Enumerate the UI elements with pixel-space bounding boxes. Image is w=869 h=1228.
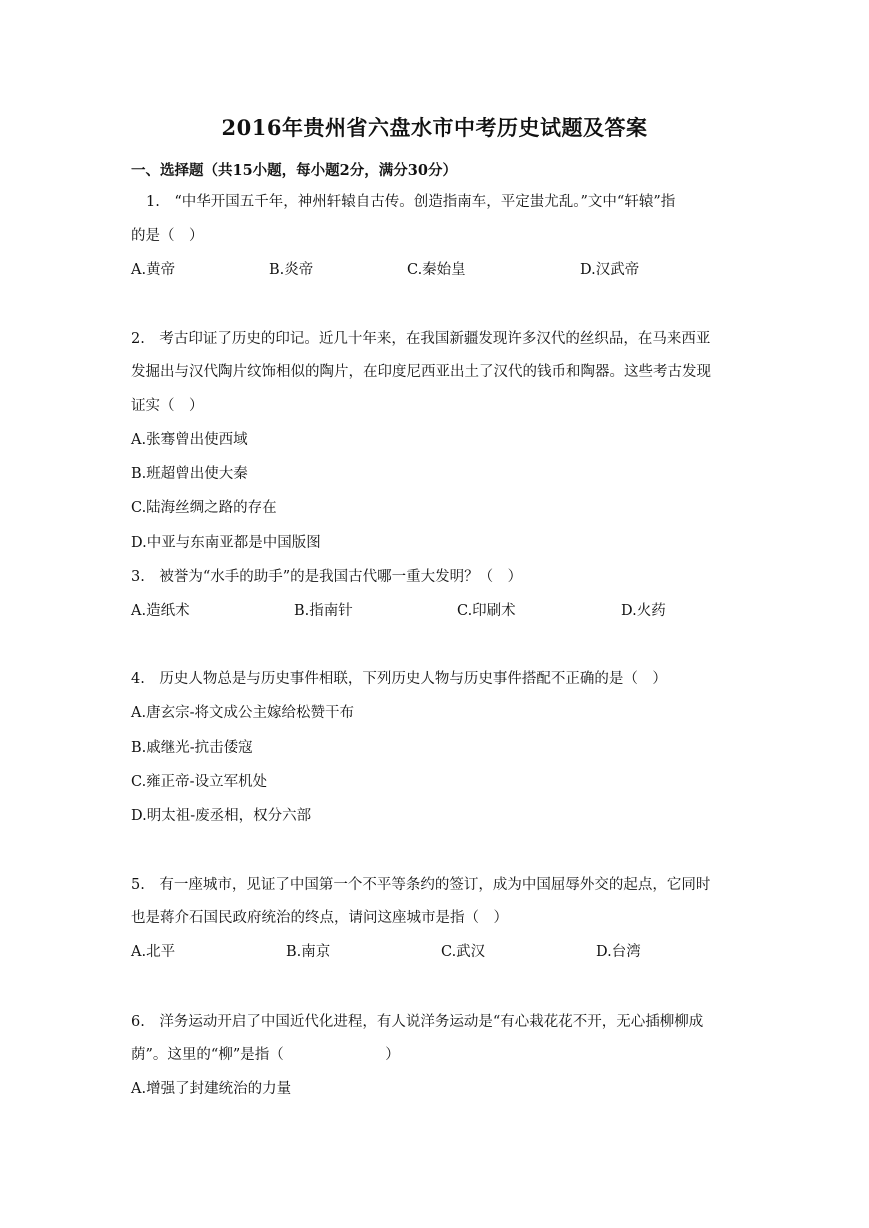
question-3-option-c: C.印刷术 xyxy=(457,603,516,619)
question-5-option-a: A.北平 xyxy=(131,944,176,960)
question-2-option-b: B.班超曾出使大秦 xyxy=(131,466,248,482)
question-3-line-1: 3. 被誉为“水手的助手”的是我国古代哪一重大发明？（ ） xyxy=(131,569,523,585)
question-4-option-d: D.明太祖-废丞相，权分六部 xyxy=(131,808,312,824)
question-4-line-1: 4. 历史人物总是与历史事件相联，下列历史人物与历史事件搭配不正确的是（ ） xyxy=(131,671,667,687)
question-2-line-2: 发掘出与汉代陶片纹饰相似的陶片，在印度尼西亚出土了汉代的钱币和陶器。这些考古发现 xyxy=(131,364,711,380)
question-4-option-b: B.戚继光-抗击倭寇 xyxy=(131,740,253,756)
question-1-option-b: B.炎帝 xyxy=(269,262,314,278)
question-6-option-a: A.增强了封建统治的力量 xyxy=(131,1081,292,1097)
question-3-option-d: D.火药 xyxy=(621,603,666,619)
question-5-line-1: 5. 有一座城市，见证了中国第一个不平等条约的签订，成为中国屈辱外交的起点，它同时 xyxy=(131,877,711,893)
section-heading: 一、选择题（共15小题，每小题2分，满分30分） xyxy=(131,162,457,179)
question-4-option-a: A.唐玄宗-将文成公主嫁给松赞干布 xyxy=(131,705,354,721)
question-1-option-a: A.黄帝 xyxy=(131,262,176,278)
question-1-line-1: 1. “中华开国五千年，神州轩辕自古传。创造指南车，平定蚩尤乱。”文中“轩辕”指 xyxy=(146,194,676,210)
question-1-option-d: D.汉武帝 xyxy=(580,262,640,278)
question-6-line-1: 6. 洋务运动开启了中国近代化进程，有人说洋务运动是“有心栽花花不开，无心插柳柳成 xyxy=(131,1014,704,1030)
question-5-option-c: C.武汉 xyxy=(441,944,486,960)
question-3-option-a: A.造纸术 xyxy=(131,603,190,619)
question-1-option-c: C.秦始皇 xyxy=(407,262,466,278)
question-5-line-2: 也是蒋介石国民政府统治的终点，请问这座城市是指（ ） xyxy=(131,910,508,926)
question-2-line-3: 证实（ ） xyxy=(131,398,204,414)
question-2-option-c: C.陆海丝绸之路的存在 xyxy=(131,500,277,516)
question-1-line-2: 的是（ ） xyxy=(131,228,204,244)
question-6-line-2: 荫”。这里的“柳”是指（ ） xyxy=(131,1047,400,1063)
question-2-option-d: D.中亚与东南亚都是中国版图 xyxy=(131,535,321,551)
question-4-option-c: C.雍正帝-设立军机处 xyxy=(131,774,268,790)
question-2-option-a: A.张骞曾出使西域 xyxy=(131,432,248,448)
document-title: 2016年贵州省六盘水市中考历史试题及答案 xyxy=(221,115,648,140)
question-3-option-b: B.指南针 xyxy=(294,603,353,619)
question-2-line-1: 2. 考古印证了历史的印记。近几十年来，在我国新疆发现许多汉代的丝织品，在马来西亚 xyxy=(131,331,711,347)
question-5-option-d: D.台湾 xyxy=(596,944,641,960)
question-5-option-b: B.南京 xyxy=(286,944,331,960)
